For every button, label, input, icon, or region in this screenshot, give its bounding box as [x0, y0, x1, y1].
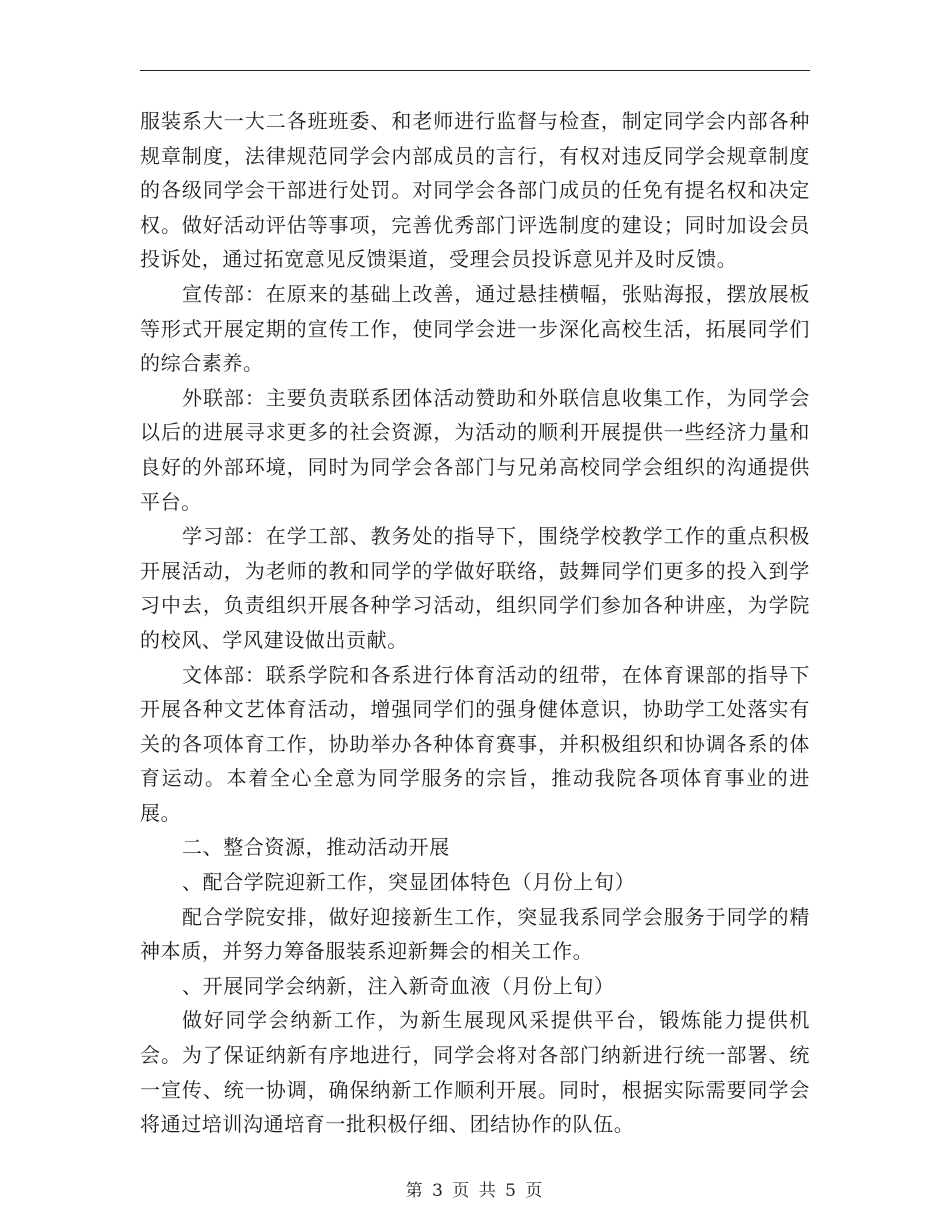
subsection-heading: 、配合学院迎新工作，突显团体特色（月份上旬）: [182, 870, 636, 895]
subsection-heading: 、开展同学会纳新，注入新奇血液（月份上旬）: [182, 973, 615, 998]
section-heading: 二、整合资源，推动活动开展: [182, 835, 450, 860]
paragraph-liaison-dept: 外联部：主要负责联系团体活动赞助和外联信息收集工作，为同学会以后的进展寻求更多的社会资源，为活动的顺利开展提供一些经济力量和良好的外部环境，同时为同学会各部门与兄弟高校同学会组织的沟通提供平台。: [140, 385, 810, 514]
paragraph-sports-dept: 文体部：联系学院和各系进行体育活动的纽带，在体育课部的指导下开展各种文艺体育活动，增强同学们的强身健体意识，协助学工处落实有关的各项体育工作，协助举办各种体育赛事，并积极组织和协调各系的体育运动。本着全心全意为同学服务的宗旨，推动我院各项体育事业的进展。: [140, 662, 810, 825]
header-rule: [140, 70, 810, 71]
paragraph: 做好同学会纳新工作，为新生展现风采提供平台，锻炼能力提供机会。为了保证纳新有序地进行，同学会将对各部门纳新进行统一部署、统一宣传、统一协调，确保纳新工作顺利开展。同时，根据实际需要同学会将通过培训沟通培育一批积极仔细、团结协作的队伍。: [140, 1008, 810, 1137]
paragraph: 服装系大一大二各班班委、和老师进行监督与检查，制定同学会内部各种规章制度，法律规范同学会内部成员的言行，有权对违反同学会规章制度的各级同学会干部进行处罚。对同学会各部门成员的任免有提名权和决定权。做好活动评估等事项，完善优秀部门评选制度的建设；同时加设会员投诉处，通过拓宽意见反馈渠道，受理会员投诉意见并及时反馈。: [140, 109, 810, 272]
page-number-footer: 第 3 页 共 5 页: [405, 1181, 545, 1201]
document-body: [140, 104, 810, 1142]
paragraph-publicity-dept: 宣传部：在原来的基础上改善，通过悬挂横幅，张贴海报，摆放展板等形式开展定期的宣传工作，使同学会进一步深化高校生活，拓展同学们的综合素养。: [140, 281, 810, 376]
paragraph: 配合学院安排，做好迎接新生工作，突显我系同学会服务于同学的精神本质，并努力筹备服装系迎新舞会的相关工作。: [140, 904, 810, 964]
paragraph-study-dept: 学习部：在学工部、教务处的指导下，围绕学校教学工作的重点积极开展活动，为老师的教和同学的学做好联络，鼓舞同学们更多的投入到学习中去，负责组织开展各种学习活动，组织同学们参加各种讲座，为学院的校风、学风建设做出贡献。: [140, 524, 810, 652]
